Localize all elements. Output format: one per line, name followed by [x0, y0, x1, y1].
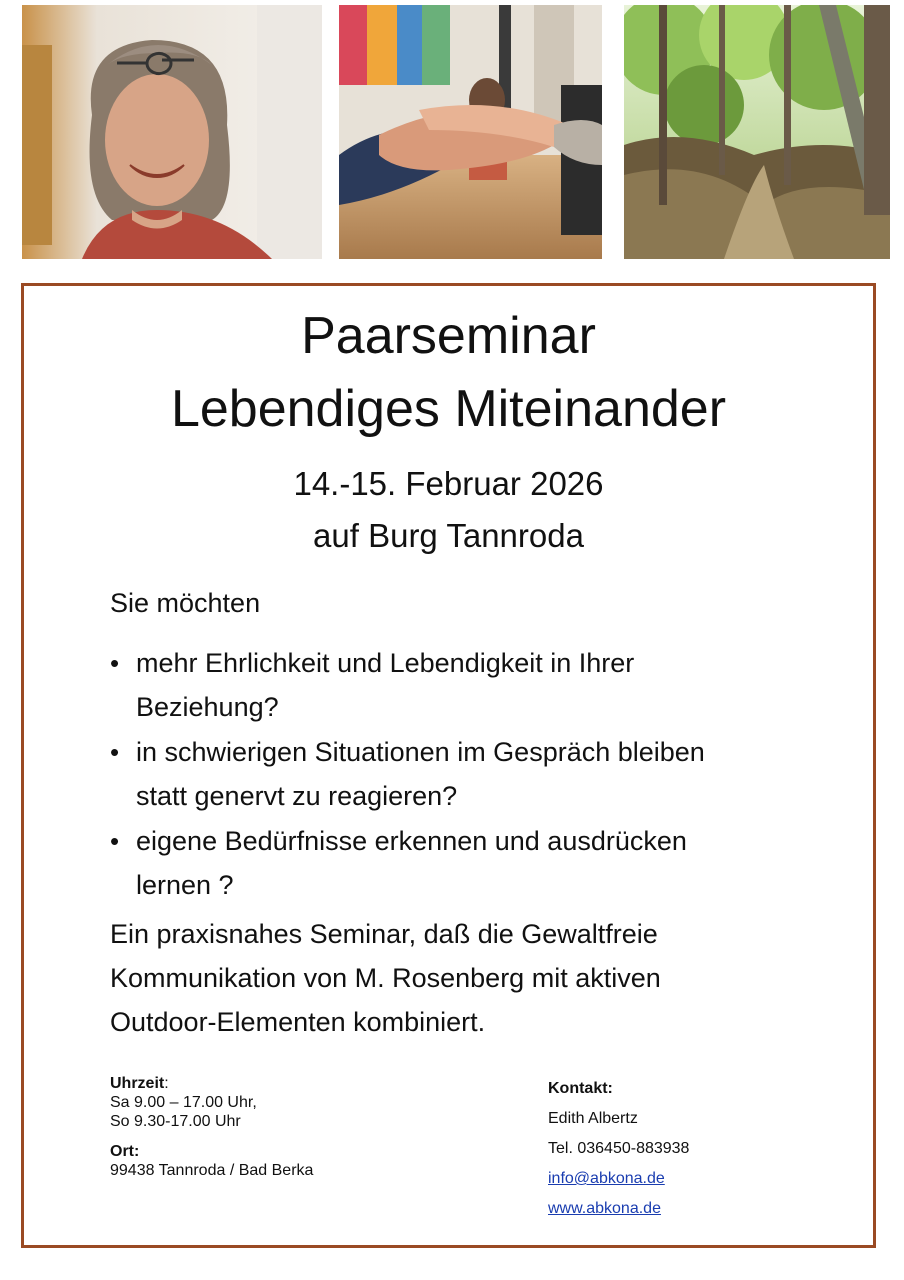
contact-phone: Tel. 036450-883938	[548, 1140, 690, 1157]
intro-text: Sie möchten	[110, 588, 261, 618]
list-item-line: Beziehung?	[136, 692, 279, 722]
seminar-title: Paarseminar	[301, 307, 596, 365]
schedule-label-colon: :	[164, 1075, 169, 1092]
description-line: Outdoor-Elementen kombiniert.	[110, 1007, 486, 1037]
woman-smiling-photo	[22, 5, 322, 259]
list-item-line: eigene Bedürfnisse erkennen und ausdrücken	[136, 826, 687, 856]
location-value: 99438 Tannroda / Bad Berka	[110, 1162, 314, 1179]
seminar-description	[110, 912, 810, 1044]
schedule-location-block	[110, 1074, 313, 1180]
seminar-subtitle: Lebendiges Miteinander	[170, 380, 727, 438]
contact-name: Edith Albertz	[548, 1110, 638, 1127]
email-link[interactable]: info@abkona.de	[548, 1170, 665, 1187]
contact-label: Kontakt:	[548, 1080, 613, 1097]
list-item	[106, 819, 806, 907]
list-item	[106, 730, 806, 818]
schedule-saturday: Sa 9.00 – 17.00 Uhr,	[110, 1094, 257, 1111]
description-line: Ein praxisnahes Seminar, daß die Gewaltfreie	[110, 919, 658, 949]
list-item-line: in schwierigen Situationen im Gespräch bleiben	[136, 737, 705, 767]
seminar-date: 14.-15. Februar 2026	[293, 465, 604, 502]
seminar-place: auf Burg Tannroda	[313, 517, 584, 554]
hands-touching-photo	[339, 5, 602, 259]
schedule-label: Uhrzeit	[110, 1075, 165, 1092]
website-link[interactable]: www.abkona.de	[548, 1200, 661, 1217]
benefit-list	[106, 641, 806, 908]
list-item-line: lernen ?	[136, 870, 234, 900]
description-line: Kommunikation von M. Rosenberg mit aktiven	[110, 963, 661, 993]
contact-block	[548, 1074, 689, 1224]
location-label: Ort:	[110, 1143, 140, 1160]
list-item-line: statt genervt zu reagieren?	[136, 781, 458, 811]
list-item-line: mehr Ehrlichkeit und Lebendigkeit in Ihrer	[136, 648, 635, 678]
flyer-frame	[21, 283, 876, 1248]
list-item	[106, 641, 806, 729]
forest-ravine-photo	[624, 5, 890, 259]
schedule-sunday: So 9.30-17.00 Uhr	[110, 1113, 241, 1130]
